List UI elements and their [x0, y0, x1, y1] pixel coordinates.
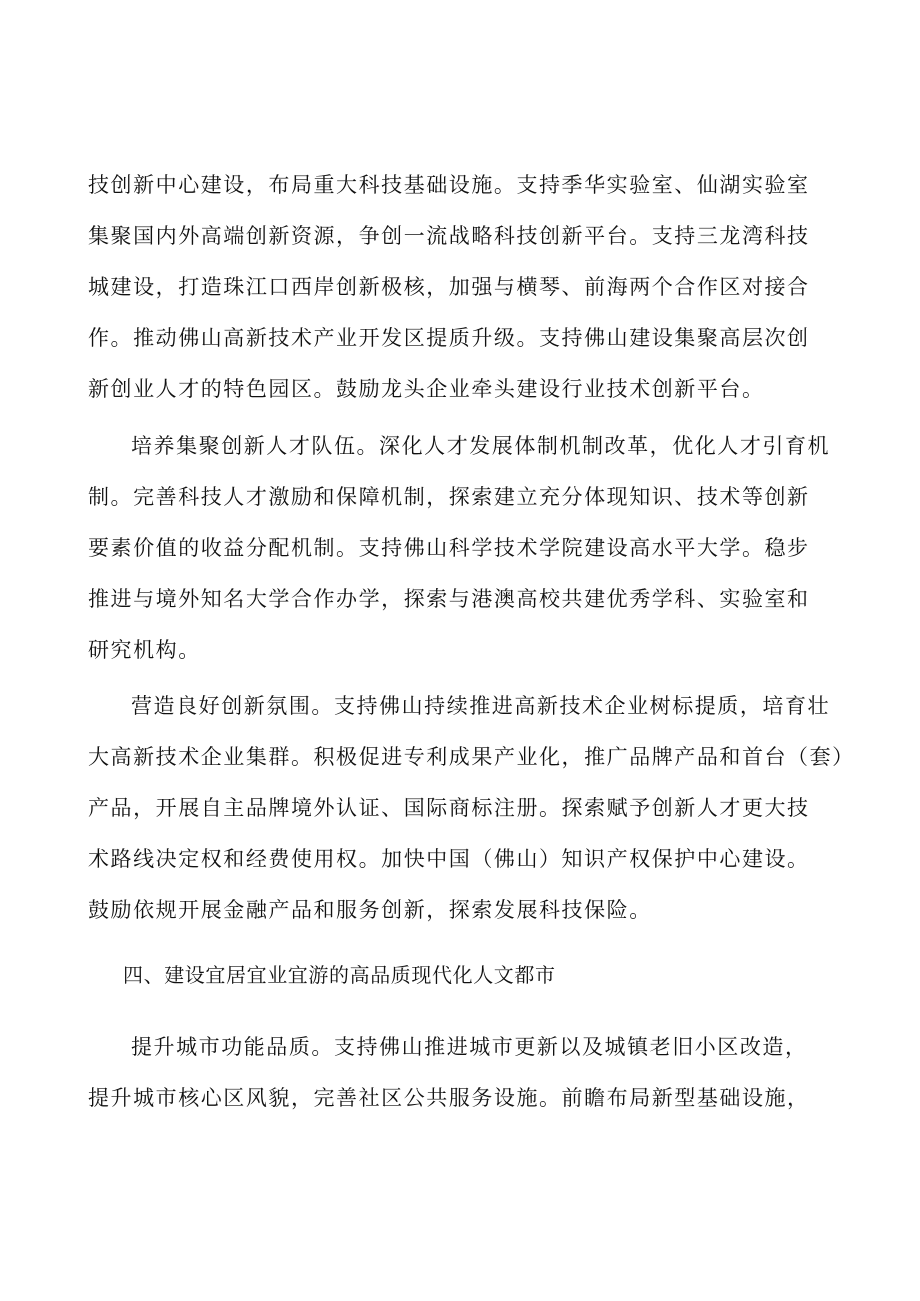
paragraph-line: 推进与境外知名大学合作办学，探索与港澳高校共建优秀学科、实验室和 — [88, 587, 810, 611]
paragraph-line: 作。推动佛山高新技术产业开发区提质升级。支持佛山建设集聚高层次创 — [88, 326, 810, 350]
paragraph-line: 产品，开展自主品牌境外认证、国际商标注册。探索赋予创新人才更大技 — [88, 796, 810, 820]
paragraph-line: 术路线决定权和经费使用权。加快中国（佛山）知识产权保护中心建设。 — [88, 847, 810, 871]
paragraph-line: 要素价值的收益分配机制。支持佛山科学技术学院建设高水平大学。稳步 — [88, 536, 810, 560]
paragraph-line: 城建设，打造珠江口西岸创新极核，加强与横琴、前海两个合作区对接合 — [88, 275, 810, 299]
paragraph-line: 培养集聚创新人才队伍。深化人才发展体制机制改革，优化人才引育机 — [131, 434, 831, 458]
paragraph-line: 提升城市功能品质。支持佛山推进城市更新以及城镇老旧小区改造， — [131, 1035, 808, 1059]
section-heading: 四、建设宜居宜业宜游的高品质现代化人文都市 — [123, 963, 556, 987]
paragraph-line: 营造良好创新氛围。支持佛山持续推进高新技术企业树标提质，培育壮 — [131, 694, 831, 718]
paragraph-line: 鼓励依规开展金融产品和服务创新，探索发展科技保险。 — [88, 898, 652, 922]
paragraph-line: 提升城市核心区风貌，完善社区公共服务设施。前瞻布局新型基础设施， — [88, 1086, 810, 1110]
paragraph-line: 大高新技术企业集群。积极促进专利成果产业化，推广品牌产品和首台（套） — [88, 745, 855, 769]
paragraph-line: 制。完善科技人才激励和保障机制，探索建立充分体现知识、技术等创新 — [88, 485, 810, 509]
paragraph-line: 集聚国内外高端创新资源，争创一流战略科技创新平台。支持三龙湾科技 — [88, 224, 810, 248]
paragraph-line: 技创新中心建设，布局重大科技基础设施。支持季华实验室、仙湖实验室 — [88, 173, 810, 197]
paragraph-line: 研究机构。 — [88, 638, 201, 662]
paragraph-line: 新创业人才的特色园区。鼓励龙头企业牵头建设行业技术创新平台。 — [88, 377, 765, 401]
